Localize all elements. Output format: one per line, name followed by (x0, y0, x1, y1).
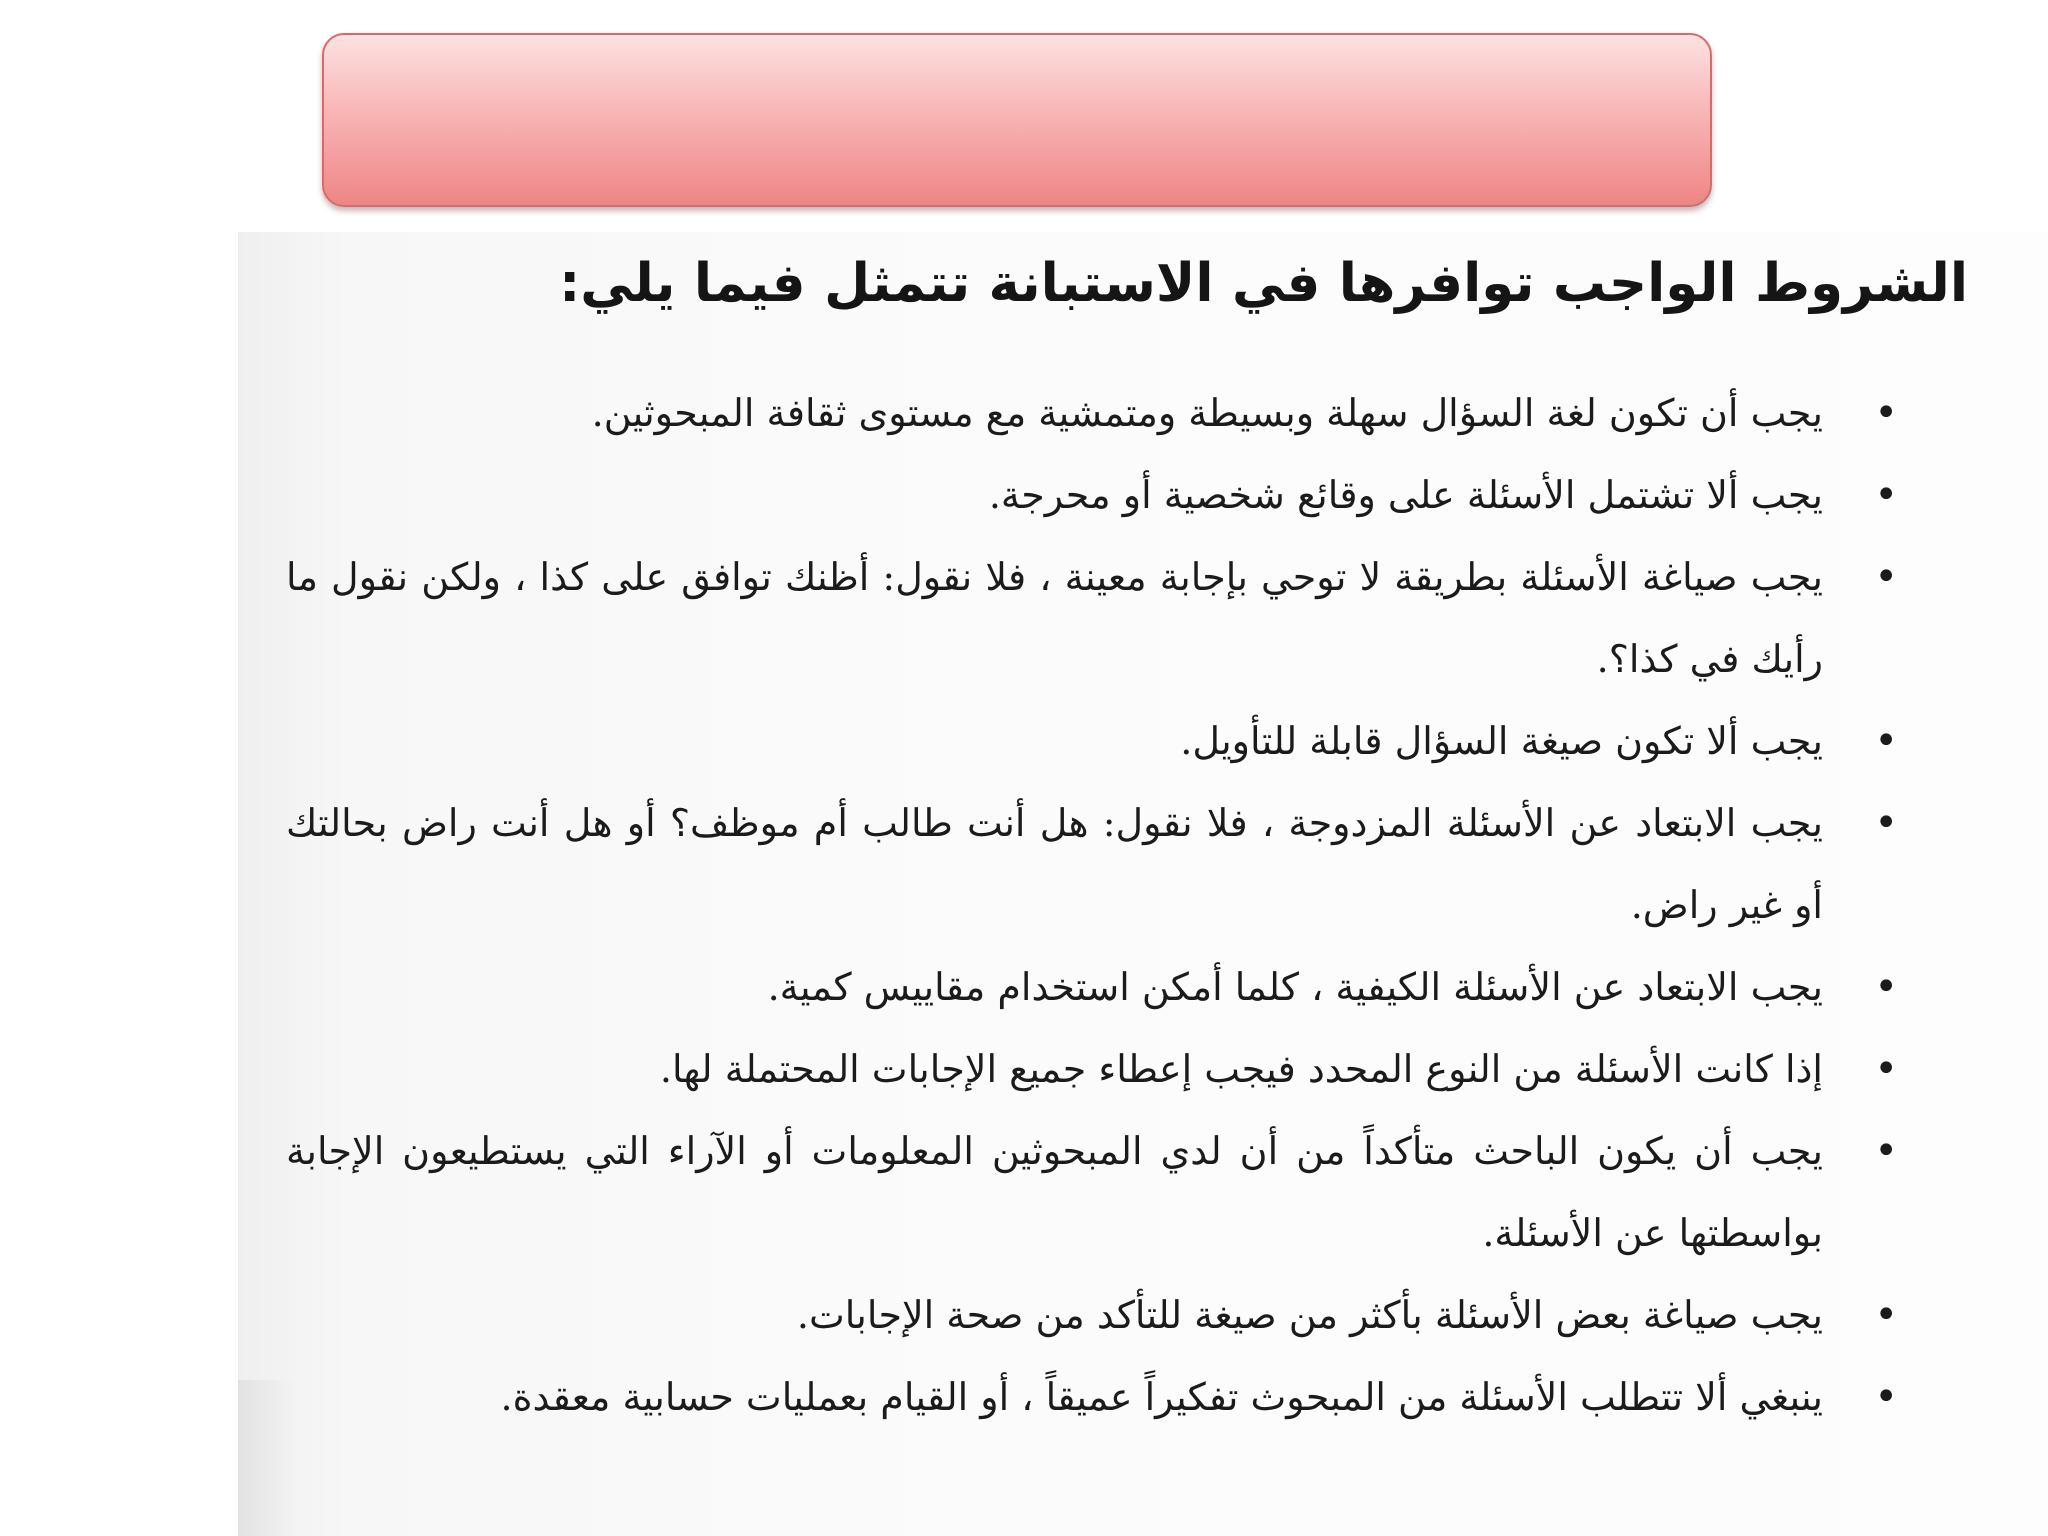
bullet-icon: • (1874, 964, 1898, 1010)
condition-text: يجب ألا تشتمل الأسئلة على وقائع شخصية أو محرجة. (988, 473, 1823, 517)
bullet-icon: • (1874, 1292, 1898, 1338)
condition-item (286, 1028, 1898, 1110)
condition-item (286, 1274, 1898, 1356)
condition-text: يجب صياغة بعض الأسئلة بأكثر من صيغة للتأكد من صحة الإجابات. (796, 1293, 1823, 1337)
conditions-list (286, 372, 1898, 1438)
bullet-icon: • (1874, 554, 1898, 600)
condition-item (286, 782, 1898, 946)
condition-item (286, 700, 1898, 782)
condition-item (286, 372, 1898, 454)
bullet-icon: • (1874, 1128, 1898, 1174)
bullet-icon: • (1874, 1046, 1898, 1092)
condition-text: ينبغي ألا تتطلب الأسئلة من المبحوث تفكيراً عميقاً ، أو القيام بعمليات حسابية معقدة. (500, 1375, 1823, 1419)
header-banner (322, 33, 1712, 207)
condition-text: يجب ألا تكون صيغة السؤال قابلة للتأويل. (1180, 719, 1823, 763)
condition-item (286, 454, 1898, 536)
bullet-icon: • (1874, 390, 1898, 436)
bullet-icon: • (1874, 718, 1898, 764)
bullet-icon: • (1874, 800, 1898, 846)
bullet-icon: • (1874, 472, 1898, 518)
bullet-icon: • (1874, 1374, 1898, 1420)
condition-text: يجب الابتعاد عن الأسئلة الكيفية ، كلما أمكن استخدام مقاييس كمية. (767, 965, 1823, 1009)
condition-text: يجب صياغة الأسئلة بطريقة لا توحي بإجابة معينة ، فلا نقول: أظنك توافق على كذا ، ولكن نقول ما رأيك في كذا؟. (286, 555, 1823, 681)
condition-item (286, 1356, 1898, 1438)
condition-text: يجب أن يكون الباحث متأكداً من أن لدي المبحوثين المعلومات أو الآراء التي يستطيعون الإجابة بواسطتها عن الأسئلة. (286, 1129, 1823, 1255)
condition-text: يجب أن تكون لغة السؤال سهلة وبسيطة ومتمشية مع مستوى ثقافة المبحوثين. (591, 391, 1823, 435)
condition-item (286, 1110, 1898, 1274)
condition-text: يجب الابتعاد عن الأسئلة المزدوجة ، فلا نقول: هل أنت طالب أم موظف؟ أو هل أنت راض بحالتك أو غير راض. (286, 801, 1823, 927)
condition-item (286, 946, 1898, 1028)
page-title: الشروط الواجب توافرها في الاستبانة تتمثل فيما يلي: (559, 253, 1968, 314)
condition-item (286, 536, 1898, 700)
condition-text: إذا كانت الأسئلة من النوع المحدد فيجب إعطاء جميع الإجابات المحتملة لها. (659, 1047, 1823, 1091)
